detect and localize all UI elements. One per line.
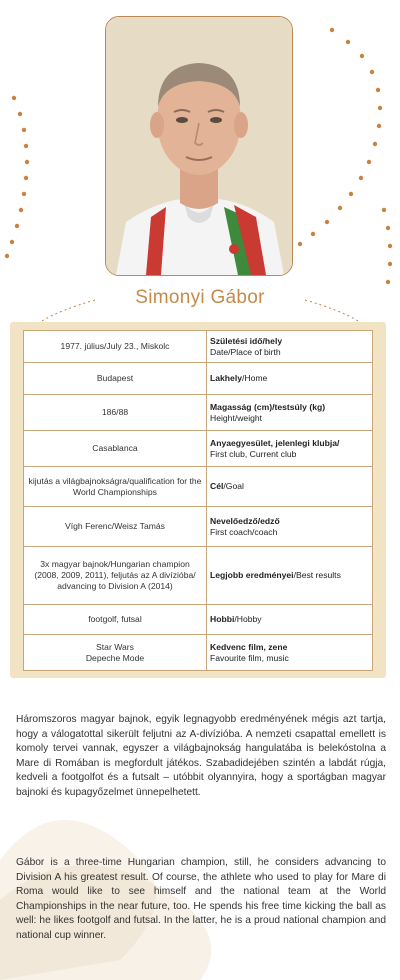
row-value: Casablanca — [24, 431, 207, 467]
table-row — [24, 467, 373, 507]
profile-table-panel — [10, 322, 386, 678]
row-label-hu: Hobbi — [210, 614, 235, 625]
row-label-en: First club, Current club — [210, 448, 297, 459]
row-label-hu: Lakhely — [210, 373, 243, 384]
row-value: 1977. július/July 23., Miskolc — [24, 331, 207, 363]
row-value — [24, 635, 207, 671]
favourite-film: Star Wars — [96, 641, 134, 652]
row-label-en: Height/weight — [210, 412, 263, 423]
athlete-name: Simonyi Gábor — [135, 287, 265, 308]
row-value: Vígh Ferenc/Weisz Tamás — [24, 507, 207, 547]
row-label — [207, 507, 373, 547]
row-label-en: /Hobby — [234, 614, 262, 625]
portrait-illustration — [106, 17, 292, 275]
row-label — [207, 467, 373, 507]
favourite-music: Depeche Mode — [85, 652, 145, 663]
table-row — [24, 331, 373, 363]
row-label-hu: Cél — [210, 481, 224, 492]
row-label-hu: Születési idő/hely — [210, 335, 283, 346]
row-label — [207, 605, 373, 635]
profile-table — [23, 330, 373, 671]
row-label-en: First coach/coach — [210, 526, 278, 537]
bio-paragraph-hungarian: Háromszoros magyar bajnok, egyik legnagyobb eredményének mégis azt tartja, hogy a válogatottal sikerült feljutni az A-divízióba. A nemzeti csapattal emellett is komoly tervei vannak, egyszer a világbajnokság hangulatába is belekóstolna a Mare di Romában is megfordult játékos. Szabadidejében szintén a labdát rúgja, kedveli a footgolfot és a futsalt – utóbbit olyannyira, hogy a sportágban magyar bajnoki és kupagyőzelmet ünnepelhetett. — [16, 714, 386, 798]
bio-paragraph-english: Gábor is a three-time Hungarian champion, still, he considers advancing to Division A his greatest result. Of course, the athlete who used to play for Mare di Roma would like to see himself and the national team at the World Championships in the near future, too. He spends his free time kicking the ball as well: he likes footgolf and futsal. In the latter, he is a proud national champion and national cup winner. — [16, 857, 386, 941]
table-row — [24, 431, 373, 467]
row-label — [207, 547, 373, 605]
row-value: kijutás a világbajnokságra/qualification for the World Championships — [24, 467, 207, 507]
row-label — [207, 395, 373, 431]
table-row — [24, 363, 373, 395]
row-label-hu: Anyaegyesület, jelenlegi klubja/ — [210, 437, 340, 448]
row-label-en: /Goal — [223, 481, 244, 492]
row-label — [207, 363, 373, 395]
row-value: 186/88 — [24, 395, 207, 431]
table-row — [24, 547, 373, 605]
row-value: Budapest — [24, 363, 207, 395]
row-label — [207, 331, 373, 363]
row-value: 3x magyar bajnok/Hungarian champion (2008, 2009, 2011), feljutás az A divízióba/ advancing to Division A (2014) — [24, 547, 207, 605]
row-label-en: Favourite film, music — [210, 652, 289, 663]
row-label-hu: Kedvenc film, zene — [210, 641, 288, 652]
table-row — [24, 507, 373, 547]
row-label — [207, 431, 373, 467]
table-row — [24, 605, 373, 635]
row-label-hu: Legjobb eredményei — [210, 570, 294, 581]
row-label-en: /Home — [242, 373, 268, 384]
row-label-hu: Magasság (cm)/testsúly (kg) — [210, 401, 326, 412]
profile-photo — [105, 16, 293, 276]
row-value: footgolf, futsal — [24, 605, 207, 635]
row-label-en: Date/Place of birth — [210, 346, 281, 357]
row-label — [207, 635, 373, 671]
row-label-en: /Best results — [293, 570, 341, 581]
table-row — [24, 635, 373, 671]
row-label-hu: Nevelőedző/edző — [210, 515, 280, 526]
table-row — [24, 395, 373, 431]
